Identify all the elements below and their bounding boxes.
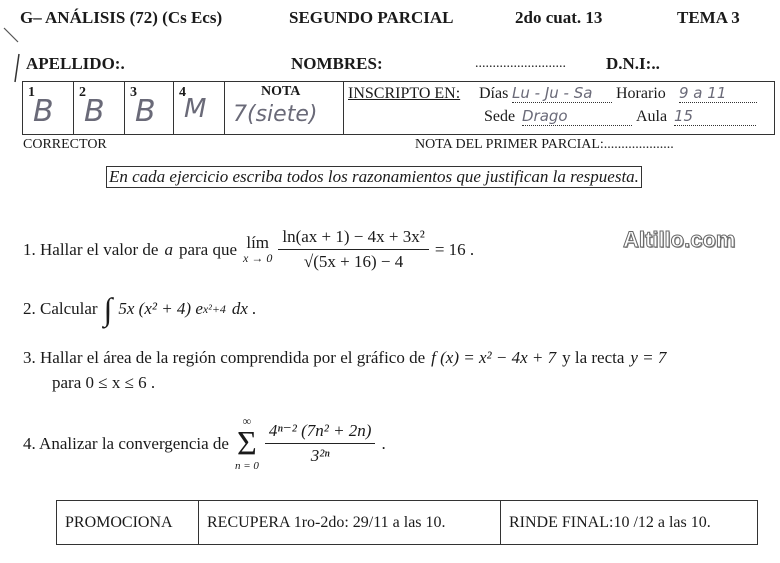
limit-fraction: $\frac{\text{ln(ax + 1) − 4x + 3x²}}{√(5x + 16) - 4}$	[278, 227, 428, 272]
aula-label: Aula	[636, 108, 668, 125]
dx: dx .	[231, 299, 257, 318]
grade-value: B	[84, 94, 105, 129]
dias-label: Días	[479, 85, 509, 102]
series-fraction: $\frac{\text{4ⁿ⁻² (7n² + 2n)}}{\text{3²ⁿ}}$	[265, 421, 376, 466]
limit-operator: lím x → 0	[243, 232, 273, 266]
horario-label: Horario	[616, 85, 666, 102]
dias-value: Lu - Ju - Sa	[512, 84, 612, 103]
sede-label: Sede	[484, 108, 516, 125]
course-title: G– ANÁLISIS (72) (Cs Ecs)	[20, 8, 223, 27]
grades-table	[22, 81, 775, 135]
sum-operator: ∞ Σ n = 0	[234, 414, 259, 472]
grade-number: 2	[79, 85, 86, 100]
grade-cell-2	[74, 82, 125, 135]
nota-label: NOTA	[261, 84, 301, 99]
grade-number: 3	[130, 85, 137, 100]
grade-cell-3	[125, 82, 174, 135]
grade-number: 4	[179, 85, 186, 100]
exercise-2-text: 2. Calcular	[23, 299, 98, 318]
grade-value: M	[184, 94, 207, 124]
corrector-label: CORRECTOR	[23, 137, 107, 152]
exponent: x²+4	[202, 301, 226, 316]
exercise-3	[23, 348, 666, 368]
tema-label: TEMA 3	[677, 8, 740, 27]
grade-value: B	[33, 94, 54, 129]
exercise-1	[23, 227, 474, 272]
function-f: f (x) = x² − 4x + 7	[431, 348, 557, 367]
variable-a: a	[164, 239, 173, 259]
exercise-1-mid: para que	[178, 239, 238, 259]
grade-cell-1	[23, 82, 74, 135]
recupera-cell: RECUPERA 1ro-2do: 29/11 a las 10.	[199, 501, 501, 545]
dni-field: D.N.I:..	[606, 54, 660, 73]
exercise-3-text: 3. Hallar el área de la región comprendida por el gráfico de	[23, 348, 426, 367]
grade-cell-4	[174, 82, 225, 135]
nombres-field: NOMBRES:	[291, 54, 383, 73]
rinde-final-cell: RINDE FINAL:10 /12 a las 10.	[501, 501, 758, 545]
nota-primer-parcial: NOTA DEL PRIMER PARCIAL:....................	[415, 137, 674, 152]
exercise-4-text: 4. Analizar la convergencia de	[23, 433, 229, 453]
sede-value: Drago	[522, 107, 632, 126]
aula-value: 15	[674, 107, 756, 126]
watermark-logo: Altillo.com	[623, 227, 736, 252]
exercise-4	[23, 415, 386, 472]
grade-number: 1	[28, 85, 35, 100]
exercise-3-range: para 0 ≤ x ≤ 6 .	[52, 373, 156, 392]
apellido-field: APELLIDO:.	[26, 54, 125, 73]
instructions-box: En cada ejercicio escriba todos los razonamientos que justifican la respuesta.	[106, 166, 642, 188]
exercise-1-text: 1. Hallar el valor de	[23, 239, 159, 259]
nota-cell	[225, 82, 344, 135]
inscripto-label: INSCRIPTO EN:	[348, 85, 461, 102]
nombres-dots: ..........................	[475, 56, 566, 71]
results-table	[56, 500, 758, 545]
inscription-cell	[344, 82, 775, 135]
exam-title: SEGUNDO PARCIAL	[289, 8, 454, 27]
term-label: 2do cuat. 13	[515, 8, 603, 27]
exercise-1-eq: = 16 .	[434, 239, 475, 259]
exercise-2	[23, 293, 256, 325]
line-y: y = 7	[630, 348, 667, 367]
exercise-4-end: .	[381, 433, 386, 453]
integral-sign: ∫	[103, 291, 113, 327]
promociona-cell: PROMOCIONA	[57, 501, 199, 545]
integrand: 5x (x² + 4) e	[118, 299, 203, 318]
horario-value: 9 a 11	[679, 84, 757, 103]
nota-value: 7(siete)	[233, 102, 318, 127]
exercise-3-recta: y la recta	[562, 348, 625, 367]
grade-value: B	[135, 94, 156, 129]
